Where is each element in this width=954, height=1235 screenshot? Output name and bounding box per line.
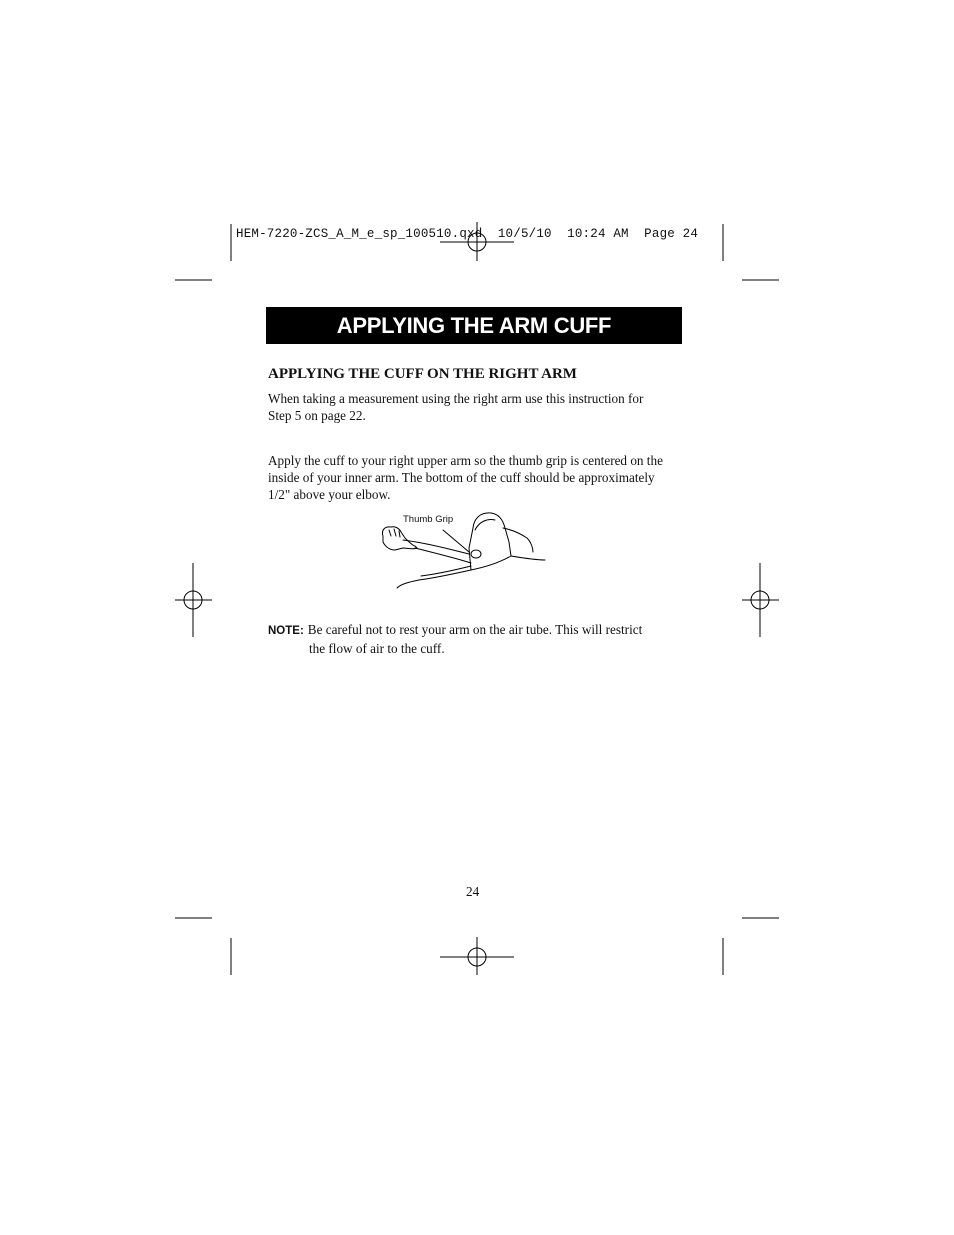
- note-text-line-2: the flow of air to the cuff.: [309, 641, 445, 656]
- page-title-banner: [266, 307, 682, 344]
- note-text-line-1: Be careful not to rest your arm on the air tube. This will restrict: [307, 622, 643, 637]
- cuff-outline: [469, 513, 511, 570]
- section-heading: APPLYING THE CUFF ON THE RIGHT ARM: [268, 366, 577, 382]
- intro-paragraph: When taking a measurement using the right arm use this instruction for Step 5 on page 22.: [268, 391, 644, 423]
- thumb-grip-pad: [471, 550, 481, 558]
- instruction-paragraph: Apply the cuff to your right upper arm so the thumb grip is centered on the inside of your inner arm. The bottom of the cuff should be approximately 1/2" above your elbow.: [268, 453, 663, 502]
- page-number: 24: [466, 884, 480, 899]
- thumb-grip-label: Thumb Grip: [403, 514, 454, 525]
- upper-arm-outline: [503, 528, 533, 552]
- slug-line: HEM-7220-ZCS_A_M_e_sp_100510.qxd 10/5/10 10:24 AM Page 24: [236, 227, 699, 241]
- forearm-outline: [403, 540, 469, 554]
- arm-cuff-illustration: [375, 508, 550, 590]
- note-block: [268, 621, 678, 657]
- hand-outline: [382, 527, 417, 550]
- air-tube: [397, 570, 471, 588]
- page-title: APPLYING THE ARM CUFF: [336, 312, 612, 338]
- note-label: NOTE:: [268, 625, 304, 637]
